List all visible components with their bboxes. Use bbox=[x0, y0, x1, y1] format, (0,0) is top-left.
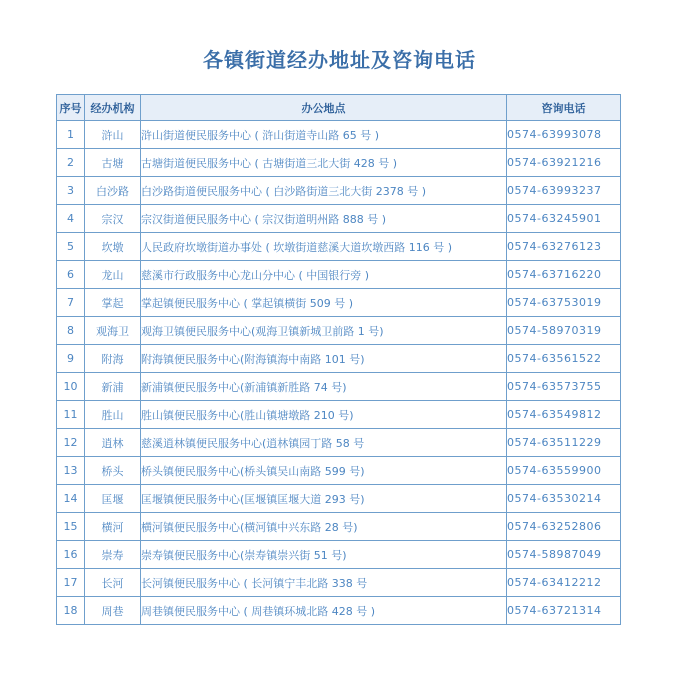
page-title: 各镇街道经办地址及咨询电话 bbox=[203, 48, 476, 72]
cell-phone: 0574-63753019 bbox=[507, 289, 621, 317]
cell-address: 白沙路街道便民服务中心 ( 白沙路街道三北大街 2378 号 ) bbox=[141, 177, 507, 205]
table-row bbox=[57, 177, 621, 205]
cell-no: 5 bbox=[57, 233, 85, 261]
cell-address: 宗汉街道便民服务中心 ( 宗汉街道明州路 888 号 ) bbox=[141, 205, 507, 233]
table-row bbox=[57, 373, 621, 401]
header-address: 办公地点 bbox=[141, 95, 507, 121]
cell-org: 新浦 bbox=[85, 373, 141, 401]
cell-address: 古塘街道便民服务中心 ( 古塘街道三北大街 428 号 ) bbox=[141, 149, 507, 177]
table-row bbox=[57, 121, 621, 149]
cell-address: 附海镇便民服务中心(附海镇海中南路 101 号) bbox=[141, 345, 507, 373]
cell-no: 10 bbox=[57, 373, 85, 401]
cell-address: 长河镇便民服务中心 ( 长河镇宁丰北路 338 号 bbox=[141, 569, 507, 597]
cell-phone: 0574-63252806 bbox=[507, 513, 621, 541]
cell-phone: 0574-63412212 bbox=[507, 569, 621, 597]
cell-org: 匡堰 bbox=[85, 485, 141, 513]
cell-no: 6 bbox=[57, 261, 85, 289]
cell-org: 掌起 bbox=[85, 289, 141, 317]
cell-phone: 0574-63573755 bbox=[507, 373, 621, 401]
cell-address: 匡堰镇便民服务中心(匡堰镇匡堰大道 293 号) bbox=[141, 485, 507, 513]
cell-no: 14 bbox=[57, 485, 85, 513]
cell-address: 观海卫镇便民服务中心(观海卫镇新城卫前路 1 号) bbox=[141, 317, 507, 345]
table-row bbox=[57, 457, 621, 485]
table-row bbox=[57, 485, 621, 513]
cell-no: 15 bbox=[57, 513, 85, 541]
table-row bbox=[57, 345, 621, 373]
cell-phone: 0574-58970319 bbox=[507, 317, 621, 345]
table-row bbox=[57, 569, 621, 597]
cell-org: 附海 bbox=[85, 345, 141, 373]
cell-org: 桥头 bbox=[85, 457, 141, 485]
cell-phone: 0574-63561522 bbox=[507, 345, 621, 373]
header-no: 序号 bbox=[57, 95, 85, 121]
cell-address: 桥头镇便民服务中心(桥头镇吴山南路 599 号) bbox=[141, 457, 507, 485]
cell-phone: 0574-63530214 bbox=[507, 485, 621, 513]
cell-no: 13 bbox=[57, 457, 85, 485]
cell-address: 慈溪逍林镇便民服务中心(逍林镇园丁路 58 号 bbox=[141, 429, 507, 457]
cell-org: 崇寿 bbox=[85, 541, 141, 569]
header-phone: 咨询电话 bbox=[507, 95, 621, 121]
cell-org: 坎墩 bbox=[85, 233, 141, 261]
cell-org: 长河 bbox=[85, 569, 141, 597]
cell-address: 慈溪市行政服务中心龙山分中心 ( 中国银行旁 ) bbox=[141, 261, 507, 289]
cell-no: 18 bbox=[57, 597, 85, 625]
table-row bbox=[57, 149, 621, 177]
cell-phone: 0574-63716220 bbox=[507, 261, 621, 289]
cell-org: 逍林 bbox=[85, 429, 141, 457]
cell-address: 周巷镇便民服务中心 ( 周巷镇环城北路 428 号 ) bbox=[141, 597, 507, 625]
cell-no: 2 bbox=[57, 149, 85, 177]
cell-phone: 0574-63993078 bbox=[507, 121, 621, 149]
cell-org: 古塘 bbox=[85, 149, 141, 177]
cell-org: 宗汉 bbox=[85, 205, 141, 233]
cell-phone: 0574-63993237 bbox=[507, 177, 621, 205]
table-row bbox=[57, 261, 621, 289]
table-row bbox=[57, 289, 621, 317]
cell-phone: 0574-63921216 bbox=[507, 149, 621, 177]
cell-org: 横河 bbox=[85, 513, 141, 541]
cell-phone: 0574-58987049 bbox=[507, 541, 621, 569]
cell-address: 浒山街道便民服务中心 ( 浒山街道寺山路 65 号 ) bbox=[141, 121, 507, 149]
table-row bbox=[57, 429, 621, 457]
header-org: 经办机构 bbox=[85, 95, 141, 121]
address-table bbox=[56, 94, 621, 625]
cell-org: 龙山 bbox=[85, 261, 141, 289]
cell-no: 17 bbox=[57, 569, 85, 597]
cell-org: 白沙路 bbox=[85, 177, 141, 205]
cell-no: 12 bbox=[57, 429, 85, 457]
cell-org: 周巷 bbox=[85, 597, 141, 625]
table-row bbox=[57, 205, 621, 233]
cell-no: 4 bbox=[57, 205, 85, 233]
table-header-row bbox=[57, 95, 621, 121]
table-row bbox=[57, 597, 621, 625]
table-row bbox=[57, 513, 621, 541]
cell-org: 胜山 bbox=[85, 401, 141, 429]
cell-phone: 0574-63276123 bbox=[507, 233, 621, 261]
cell-no: 16 bbox=[57, 541, 85, 569]
cell-phone: 0574-63549812 bbox=[507, 401, 621, 429]
cell-no: 9 bbox=[57, 345, 85, 373]
table-row bbox=[57, 233, 621, 261]
cell-no: 8 bbox=[57, 317, 85, 345]
cell-address: 掌起镇便民服务中心 ( 掌起镇横街 509 号 ) bbox=[141, 289, 507, 317]
cell-org: 观海卫 bbox=[85, 317, 141, 345]
cell-address: 人民政府坎墩街道办事处 ( 坎墩街道慈溪大道坎墩西路 116 号 ) bbox=[141, 233, 507, 261]
cell-address: 胜山镇便民服务中心(胜山镇塘墩路 210 号) bbox=[141, 401, 507, 429]
cell-address: 新浦镇便民服务中心(新浦镇新胜路 74 号) bbox=[141, 373, 507, 401]
cell-address: 横河镇便民服务中心(横河镇中兴东路 28 号) bbox=[141, 513, 507, 541]
cell-phone: 0574-63721314 bbox=[507, 597, 621, 625]
table-row bbox=[57, 541, 621, 569]
cell-no: 3 bbox=[57, 177, 85, 205]
cell-phone: 0574-63511229 bbox=[507, 429, 621, 457]
cell-no: 1 bbox=[57, 121, 85, 149]
table-row bbox=[57, 401, 621, 429]
cell-phone: 0574-63559900 bbox=[507, 457, 621, 485]
cell-org: 浒山 bbox=[85, 121, 141, 149]
table-row bbox=[57, 317, 621, 345]
cell-no: 7 bbox=[57, 289, 85, 317]
cell-address: 崇寿镇便民服务中心(崇寿镇崇兴街 51 号) bbox=[141, 541, 507, 569]
cell-phone: 0574-63245901 bbox=[507, 205, 621, 233]
cell-no: 11 bbox=[57, 401, 85, 429]
